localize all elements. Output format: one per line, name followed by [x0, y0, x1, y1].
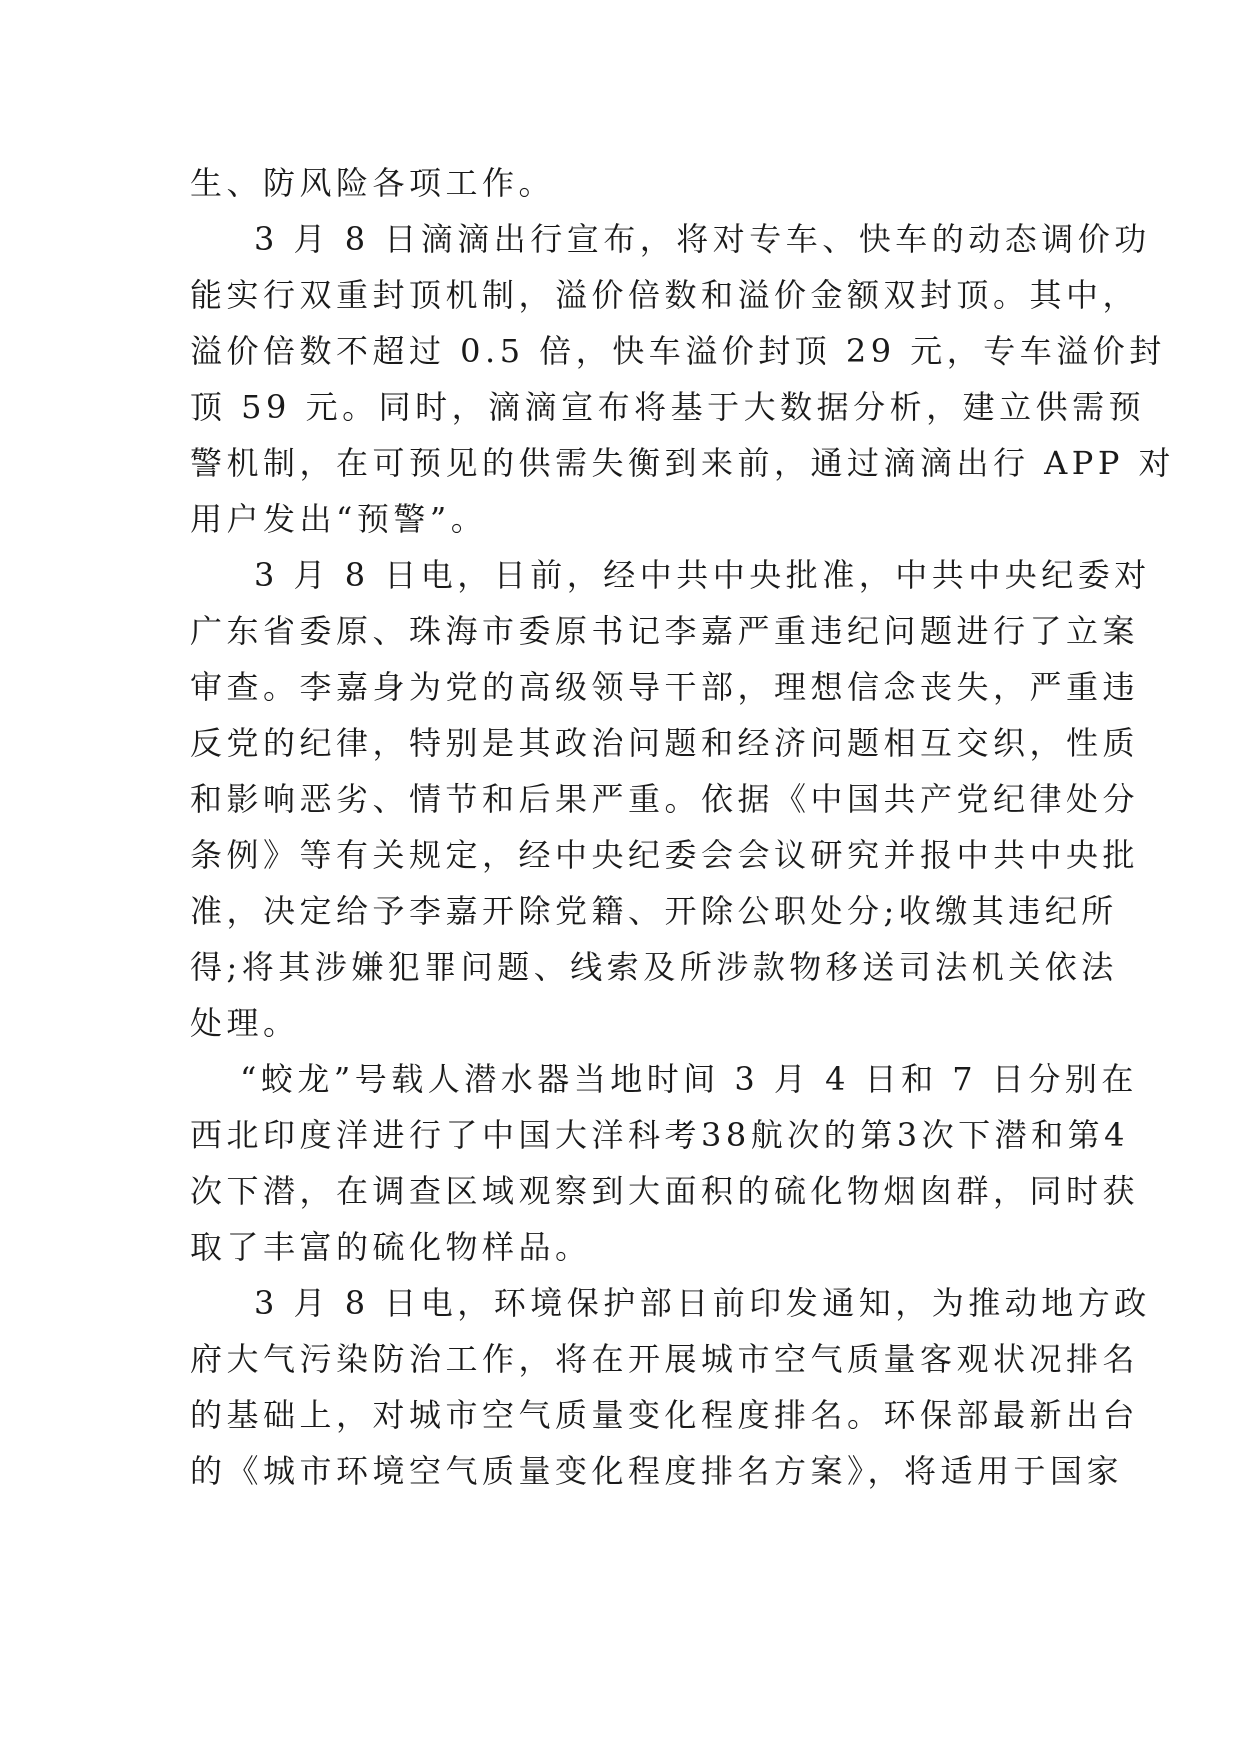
- paragraph-didi: [190, 211, 1176, 547]
- text-line: 3 月 8 日电，日前，经中共中央批准，中共中央纪委对: [254, 556, 1151, 594]
- text-line: 3 月 8 日滴滴出行宣布，将对专车、快车的动态调价功: [254, 220, 1151, 258]
- text-line: 3 月 8 日电，环境保护部日前印发通知，为推动地方政: [254, 1284, 1151, 1322]
- paragraph-jiaolong: [190, 1051, 1140, 1275]
- text-line: 府大气污染防治工作，将在开展城市空气质量客观状况排名: [190, 1340, 1140, 1378]
- text-line: 的基础上，对城市空气质量变化程度排名。环保部最新出台: [190, 1396, 1140, 1434]
- text-line: 能实行双重封顶机制，溢价倍数和溢价金额双封顶。其中，: [190, 276, 1140, 314]
- text-line: 得;将其涉嫌犯罪问题、线索及所涉款物移送司法机关依法: [190, 948, 1118, 986]
- text-line: 广东省委原、珠海市委原书记李嘉严重违纪问题进行了立案: [190, 612, 1140, 650]
- paragraph-continuation: [190, 155, 1052, 211]
- text-line: 顶 59 元。同时，滴滴宣布将基于大数据分析，建立供需预: [190, 388, 1146, 426]
- text-line: 溢价倍数不超过 0.5 倍，快车溢价封顶 29 元，专车溢价封: [190, 332, 1166, 370]
- document-body: [190, 155, 1176, 1499]
- text-line: 的《城市环境空气质量变化程度排名方案》，将适用于国家: [190, 1452, 1124, 1490]
- text-line: 用户发出“预警”。: [190, 500, 488, 538]
- text-line: 生、防风险各项工作。: [190, 164, 556, 202]
- text-line: 准，决定给予李嘉开除党籍、开除公职处分;收缴其违纪所: [190, 892, 1118, 930]
- text-line: 条例》等有关规定，经中央纪委会会议研究并报中共中央批: [190, 836, 1140, 874]
- text-line: 反党的纪律，特别是其政治问题和经济问题相互交织，性质: [190, 724, 1140, 762]
- text-line: 次下潜，在调查区域观察到大面积的硫化物烟囱群，同时获: [190, 1172, 1140, 1210]
- paragraph-environment: [190, 1275, 1151, 1499]
- text-line: “蛟龙”号载人潜水器当地时间 3 月 4 日和 7 日分别在: [240, 1060, 1138, 1098]
- text-line: 取了丰富的硫化物样品。: [190, 1228, 592, 1266]
- paragraph-discipline: [190, 547, 1151, 1051]
- text-line: 西北印度洋进行了中国大洋科考38航次的第3次下潜和第4: [190, 1116, 1129, 1154]
- text-line: 处理。: [190, 1004, 300, 1042]
- text-line: 审查。李嘉身为党的高级领导干部，理想信念丧失，严重违: [190, 668, 1140, 706]
- text-line: 和影响恶劣、情节和后果严重。依据《中国共产党纪律处分: [190, 780, 1140, 818]
- text-line: 警机制，在可预见的供需失衡到来前，通过滴滴出行 APP 对: [190, 444, 1176, 482]
